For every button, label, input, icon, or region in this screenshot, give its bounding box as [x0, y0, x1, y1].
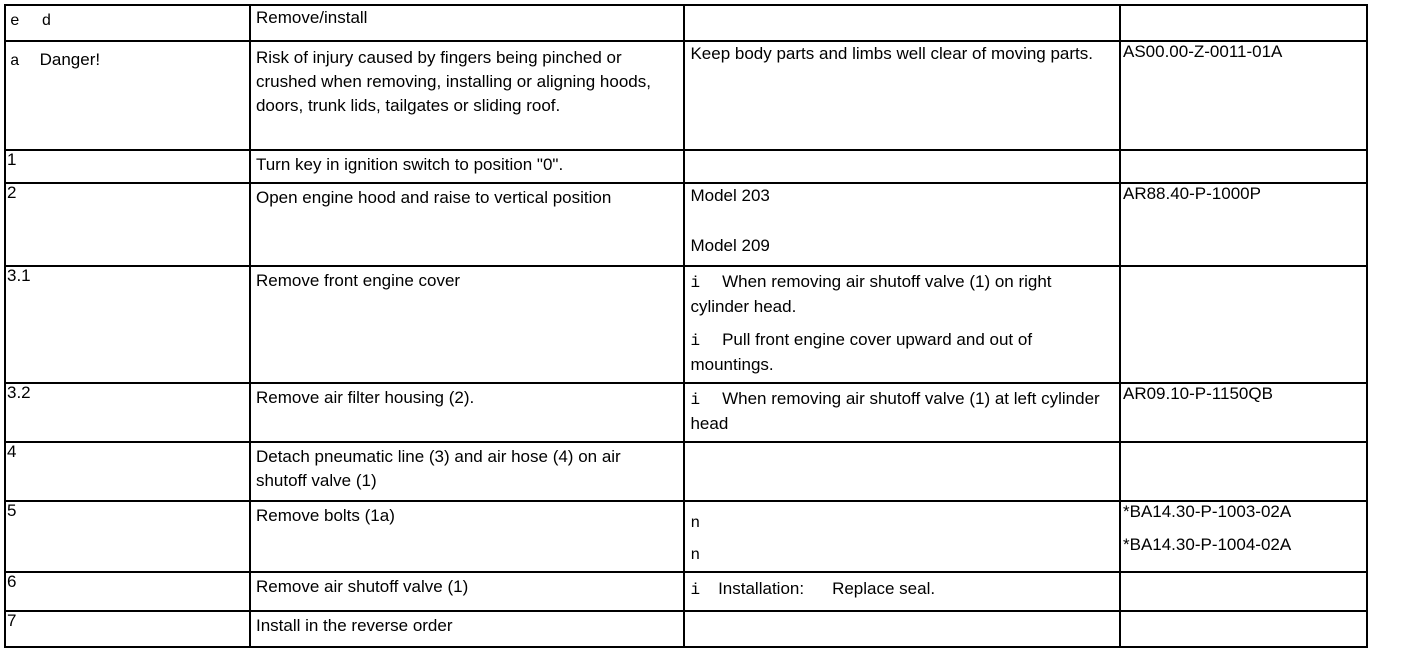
step-ref-cell: [1120, 442, 1367, 501]
step-note-cell: [684, 611, 1120, 647]
step-ref-cell: [1120, 611, 1367, 647]
table-row: [5, 572, 1367, 611]
installation-label: Installation:: [718, 579, 805, 598]
step-ref-link[interactable]: AR88.40-P-1000P: [1122, 184, 1261, 203]
warning-icon: a: [10, 52, 20, 70]
info-note: i When removing air shutoff valve (1) on right cylinder head.: [690, 272, 1052, 316]
info-note: i When removing air shutoff valve (1) at left cylinder head: [690, 389, 1100, 433]
step-action: Remove bolts (1a): [255, 506, 395, 525]
step-number: 5: [7, 501, 17, 520]
step-ref-cell: [1120, 150, 1367, 183]
danger-row: [5, 41, 1367, 150]
danger-measure-text: Keep body parts and limbs well clear of moving parts.: [690, 44, 1093, 63]
step-number: 2: [7, 183, 17, 202]
info-note: [685, 573, 1119, 606]
info-icon: i: [690, 391, 701, 409]
step-action: Open engine hood and raise to vertical position: [255, 188, 612, 207]
step-ref-cell: [1120, 266, 1367, 383]
step-action: Remove air filter housing (2).: [255, 388, 475, 407]
header-empty-note: [684, 5, 1120, 41]
step-number: 1: [7, 150, 17, 169]
danger-risk-cell: [250, 41, 685, 150]
step-action: Remove air shutoff valve (1): [255, 577, 469, 596]
danger-ref-cell: [1120, 41, 1367, 150]
installation-text: Replace seal.: [832, 579, 936, 598]
table-row: [5, 611, 1367, 647]
environment-symbol: e: [10, 12, 20, 30]
step-note-cell: [684, 150, 1120, 183]
step-action: Detach pneumatic line (3) and air hose (4) on air shutoff valve (1): [255, 447, 621, 490]
model-note: Model 203: [690, 186, 770, 205]
table-row: [5, 501, 1367, 572]
table-row: [5, 150, 1367, 183]
note-marker-icon: n: [690, 546, 701, 564]
table-row: [5, 442, 1367, 501]
procedure-table: [4, 4, 1368, 648]
danger-risk-text: Risk of injury caused by fingers being pinched or crushed when removing, installing or aligning hoods, doors, trunk lids, tailgates or sliding roof.: [255, 48, 651, 115]
step-number: 3.2: [7, 383, 31, 402]
step-number: 7: [7, 611, 17, 630]
step-action: Remove front engine cover: [255, 271, 461, 290]
header-title-cell: [250, 5, 685, 41]
header-empty-ref: [1120, 5, 1367, 41]
danger-label-cell: [5, 41, 250, 150]
step-ref-link[interactable]: *BA14.30-P-1003-02A: [1122, 502, 1292, 521]
note-marker-icon: n: [690, 514, 701, 532]
table-row: [5, 383, 1367, 442]
document-symbol: d: [41, 12, 52, 30]
step-action: Install in the reverse order: [255, 616, 453, 635]
step-number: 3.1: [7, 266, 31, 285]
info-note: i Pull front engine cover upward and out of mountings.: [690, 330, 1033, 374]
step-ref-link[interactable]: *BA14.30-P-1004-02A: [1122, 535, 1292, 554]
model-note: Model 209: [690, 236, 770, 255]
step-ref-cell: [1120, 572, 1367, 611]
danger-label: Danger!: [39, 50, 101, 69]
step-action: Turn key in ignition switch to position "0".: [255, 155, 564, 174]
danger-ref-link[interactable]: AS00.00-Z-0011-01A: [1122, 42, 1283, 61]
header-symbol-cell: [5, 5, 250, 41]
procedure-title: Remove/install: [255, 8, 368, 27]
step-ref-link[interactable]: AR09.10-P-1150QB: [1122, 384, 1273, 403]
table-row: [5, 266, 1367, 383]
step-number: 4: [7, 442, 17, 461]
step-note-cell: [684, 442, 1120, 501]
info-icon: i: [690, 332, 701, 350]
step-number: 6: [7, 572, 17, 591]
info-icon: i: [690, 581, 701, 599]
header-row: [5, 5, 1367, 41]
info-icon: i: [690, 274, 701, 292]
table-row: [5, 183, 1367, 266]
danger-measure-cell: [684, 41, 1120, 150]
